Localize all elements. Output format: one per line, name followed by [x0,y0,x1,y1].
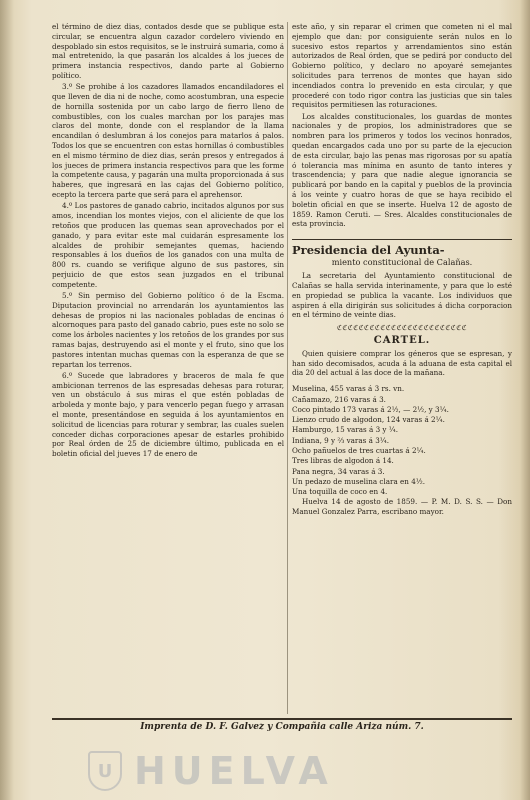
watermark [88,748,498,794]
goods-item: Una toquilla de coco en 4. [292,487,388,497]
goods-item: Pana negra, 34 varas á 3. [292,466,385,476]
watermark-seal-icon: U [88,751,122,791]
left-paragraph-1: el término de diez dias, contados desde que se publique esta circular, se encuentra algun cazador cordelero viviendo en despoblado sin estos requisitos, se le instruirá sumaria, como á mal entretenido, la que pasarán los alcaldes á los jueces de primera instancia respectivos, dando parte al Gobierno político. [52,22,284,80]
left-paragraph-article-5: 5.º Sin permiso del Gobierno político ó de la Escma. Diputacion provincial no arrendarán los ayuntamientos las dehesas de propios ni las nacionales pobladas de encinas ó alcornoques para pasto del ganado cabrio, pues este no solo se come los árboles nacientes y los retoños de los grandes por sus ramas bajas, destruyendo asi el monte y el fruto, sino que los pastores intentan muchas quemas con la esperanza de que se repartan los terrenos. [52,291,284,369]
right-column [292,22,512,519]
goods-item: Ocho pañuelos de tres cuartas á 2¼. [292,445,426,455]
left-paragraph-article-4: 4.º Los pastores de ganado cabrio, incitados algunos por sus amos, incendian los montes viejos, con el aliciente de que los retoños que producen las quemas sean aprovechados por el ganado, y para evitar este mal cuidarán espresamente los alcaldes de prohibir semejantes quemas, haciendo responsables á los dueños de los ganados con una multa de 800 rs. cuando se verifique alguno de sus pastores, sin perjuicio de que estos sean juzgados en el tribunal competente. [52,201,284,289]
goods-item: Cañamazo, 216 varas á 3. [292,394,386,404]
watermark-text: HUELVA [134,749,334,793]
goods-item: Lienzo crudo de algodon, 124 varas á 2¼. [292,415,445,425]
column-divider [287,22,288,714]
goods-item: Coco pintado 173 varas á 2½, — 2½, y 3¼. [292,404,449,414]
closing-signature: Huelva 14 de agosto de 1859. — P. M. D. S. S. — Don Manuel Gonzalez Parra, escribano mayor. [292,497,512,517]
left-paragraph-article-6: 6.º Sucede que labradores y braceros de mala fe que ambicionan terrenos de las espresadas dehesas para roturar, ven un obstáculo á sus miras el que estén pobladas de arboleda y monte bajo, y para vencerlo pegan fuego y arrasan el monte, presentándose en seguida á los ayuntamientos en solicitud de licencias para roturar y sembrar, las cuales suelen conceder dichas corporaciones apesar de estarles prohibido por Real órden de 25 de diciembre último, publicada en el boletin oficial del jueves 17 de enero de [52,370,284,459]
page-right-shadow [520,0,530,800]
left-paragraph-article-3: 3.º Se prohibe á los cazadores llamados encandiladores el que lleven de dia ni de noche, como acostumbran, una especie de hornilla sostenida por un cabo largo de fierro lleno de combustibles, con los cuales marchan por los parajes mas claros del monte, donde con el resplandor de la llama encandilan ó deslumbran á los conejos para matarlos á palos. Todos los que se encuentren con estas hornillas ó combustibles en el mismo término de diez dias, serán presos y entregados á los jueces de primera instancia respectivos para que les forme la competente causa, y pagarán una multa proporcionada á sus haberes, que ingresará en las cajas del Gobierno político, ecepto la tercera parte que será para el aprehensor. [52,82,284,200]
page-left-shadow [0,0,14,800]
goods-item: Indiana, 9 y ⅔ varas á 3¼. [292,435,390,445]
section-title: Presidencia del Ayunta- [292,239,512,257]
goods-item: Tres libras de algodon á 14. [292,456,394,466]
left-column [52,22,284,461]
ornament-rule: ℭℭℭℭℭℭℭℭℭℭℭℭℭℭℭℭℭℭℭℭℭℭℭℭ [336,324,468,333]
right-paragraph-2: Los alcaldes constitucionales, los guardas de montes nacionales y de propios, los administradores que se nombren para los primeros y todos los vecinos honrados, quedan encargados cada uno por su parte de la ejecucion de esta circular, bajo las penas mas rigorosas por su apatía ó tolerancia mas mínima en asunto de tanto interes y trascendencia; y para que nadie alegue ignorancia se publicará por bando en la capital y pueblos de la provincia á los veinte y cuatro horas de que se haya recibido el boletin oficial en que se inserte. Huelva 12 de agosto de 1859. Ramon Ceruti. — Sres. Alcaldes constitucionales de esta provincia. [292,111,512,229]
right-paragraph-1: este año, y sin reparar el crimen que cometen ni el mal ejemplo que dan: por consiguiente serán nulos en lo sucesivo estos repartos y arrendamientos sino están autorizados de Real órden, que se pedirá por conducto del Gobierno político, y declaro no apoyaré semejantes solicitudes para terrenos de montes que hayan sido incendiados contra lo prevenido en esta circular, y que procederé con todo rigor contra las justicias que sin tales requisitos permitiesen las roturaciones. [292,22,512,110]
cartel-title: CARTEL. [373,335,431,347]
goods-item: Muselina, 455 varas á 3 rs. vn. [292,384,405,394]
cartel-intro: Quien quisiere comprar los géneros que se espresan, y han sido decomisados, acuda á la aduana de esta capital el dia 20 del actual á las doce de la mañana. [292,348,512,378]
goods-list [292,384,512,497]
goods-item: Un pedazo de muselina clara en 4½. [292,476,426,486]
section-paragraph: La secretaria del Ayuntamiento constitucional de Calañas se halla servida interinamente, y para que lo esté en propiedad se publica la vacante. Los individuos que aspiren á ella dirigirán sus solicitudes á dicha corporacion en el término de veinte dias. [292,271,512,320]
goods-item: Hamburgo, 15 varas á 3 y ¼. [292,425,399,435]
imprint-line: Imprenta de D. F. Galvez y Compañia calle Ariza núm. 7. [140,722,424,732]
footer-rule [52,718,512,720]
section-subtitle: miento constitucional de Calañas. [331,257,473,268]
